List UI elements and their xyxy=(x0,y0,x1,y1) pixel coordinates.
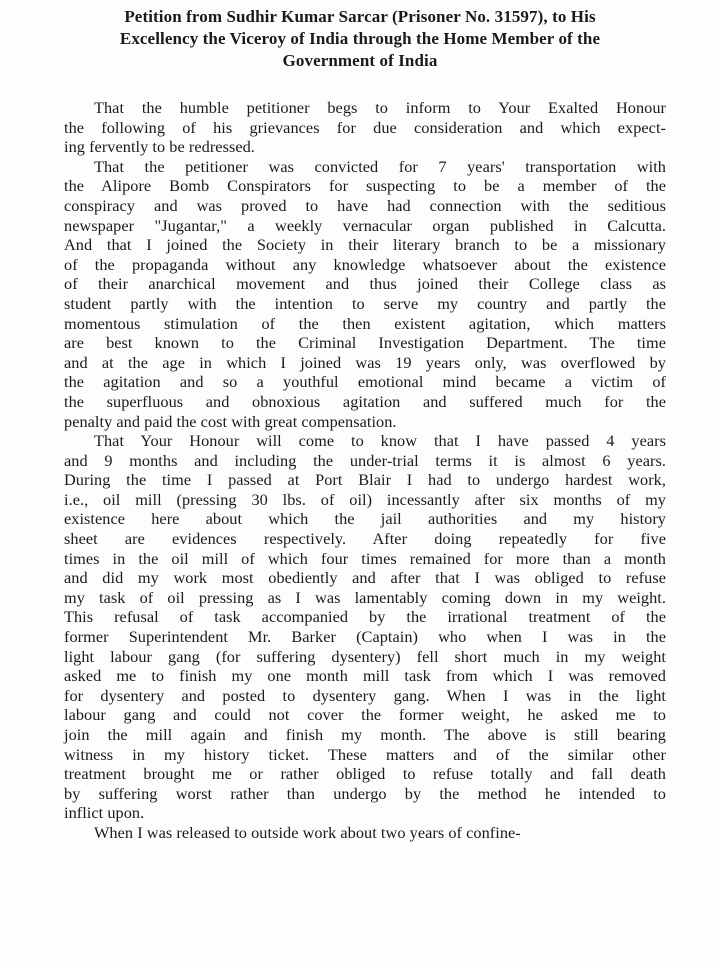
text-line: That the humble petitioner begs to inform to Your Exalted Honour xyxy=(94,98,666,117)
text-line: the following of his grievances for due consideration and which expect- xyxy=(64,117,666,137)
text-line: former Superintendent Mr. Barker (Captain) who when I was in the xyxy=(64,627,666,647)
text-line: inflict upon. xyxy=(64,803,145,823)
text-line: times in the oil mill of which four times remained for more than a month xyxy=(64,548,666,568)
text-line: newspaper "Jugantar," a weekly vernacular organ published in Calcutta. xyxy=(64,215,666,235)
text-line: penalty and paid the cost with great compensation. xyxy=(64,411,397,431)
text-line: sheet are evidences respectively. After doing repeatedly for five xyxy=(64,529,666,549)
text-line: join the mill again and finish my month. The above is still bearing xyxy=(64,725,666,744)
text-line: This refusal of task accompanied by the irrational treatment of the xyxy=(64,607,666,627)
text-line: momentous stimulation of the then existent agitation, which matters xyxy=(64,313,666,333)
text-line: asked me to finish my one month mill task from which I was removed xyxy=(64,666,666,686)
text-line: treatment brought me or rather obliged to refuse totally and fall death xyxy=(64,764,666,784)
text-line: existence here about which the jail authorities and my history xyxy=(64,509,666,529)
text-line: student partly with the intention to serve my country and partly the xyxy=(64,293,666,313)
text-line: When I was released to outside work about two years of confine- xyxy=(94,822,521,842)
text-line: for dysentery and posted to dysentery gang. When I was in the light xyxy=(64,685,666,705)
text-line: the agitation and so a youthful emotional mind became a victim of xyxy=(64,372,666,392)
text-line: ing fervently to be redressed. xyxy=(64,137,255,157)
text-line: And that I joined the Society in their literary branch to be a missionary xyxy=(64,235,666,255)
petition-title xyxy=(60,6,660,72)
paragraph-4 xyxy=(64,823,666,843)
text-line: of the propaganda without any knowledge whatsoever about the existence xyxy=(64,254,666,274)
text-line: and at the age in which I joined was 19 years only, was overflowed by xyxy=(64,352,666,372)
text-line: witness in my history ticket. These matters and of the similar other xyxy=(64,744,666,764)
text-line: my task of oil pressing as I was lamentably coming down in my weight. xyxy=(64,587,666,607)
text-line: and did my work most obediently and after that I was obliged to refuse xyxy=(64,568,666,588)
text-line: That Your Honour will come to know that I have passed 4 years xyxy=(94,431,666,451)
title-line: Excellency the Viceroy of India through the Home Member of the xyxy=(119,29,601,48)
text-line: i.e., oil mill (pressing 30 lbs. of oil) incessantly after six months of my xyxy=(64,489,666,509)
text-line: the superfluous and obnoxious agitation and suffered much for the xyxy=(64,391,666,411)
petition-body xyxy=(64,98,666,843)
text-line: and 9 months and including the under-trial terms it is almost 6 years. xyxy=(64,450,666,470)
title-line: Petition from Sudhir Kumar Sarcar (Prisoner No. 31597), to His xyxy=(124,7,596,26)
text-line: conspiracy and was proved to have had connection with the seditious xyxy=(64,195,666,215)
text-line: light labour gang (for suffering dysentery) fell short much in my weight xyxy=(64,646,666,666)
text-line: the Alipore Bomb Conspirators for suspecting to be a member of the xyxy=(64,176,666,196)
paragraph-1 xyxy=(64,98,666,157)
title-line: Government of India xyxy=(282,51,438,70)
text-line: During the time I passed at Port Blair I had to undergo hardest work, xyxy=(64,470,666,490)
text-line: labour gang and could not cover the former weight, he asked me to xyxy=(64,705,666,725)
text-line: by suffering worst rather than undergo by the method he intended to xyxy=(64,783,666,803)
paragraph-3 xyxy=(64,431,666,823)
text-line: That the petitioner was convicted for 7 years' transportation with xyxy=(94,156,666,176)
paragraph-2 xyxy=(64,157,666,431)
text-line: of their anarchical movement and thus joined their College class as xyxy=(64,274,666,294)
text-line: are best known to the Criminal Investigation Department. The time xyxy=(64,333,666,353)
